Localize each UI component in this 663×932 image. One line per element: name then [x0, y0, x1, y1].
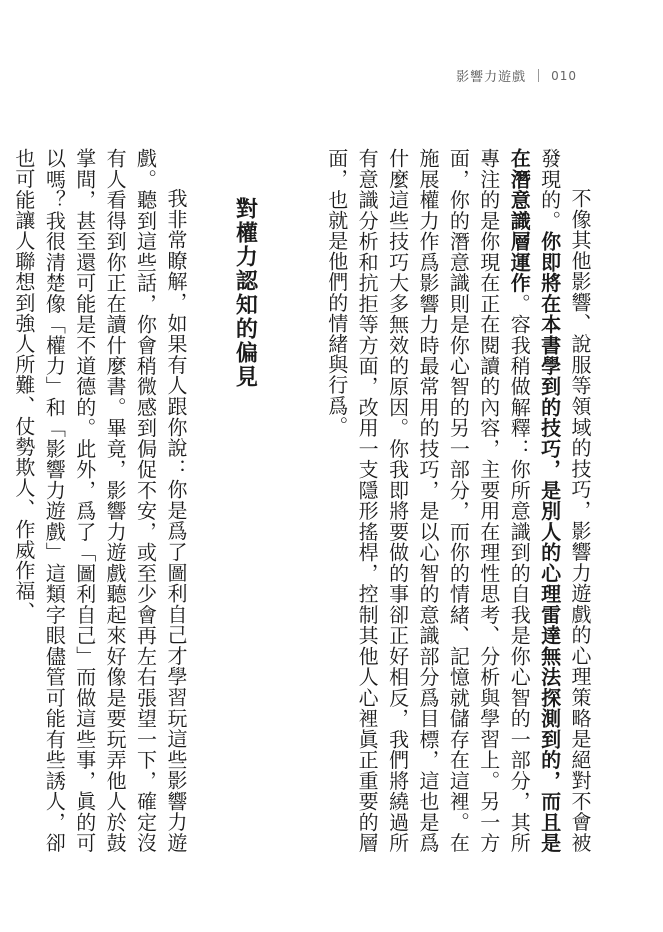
paragraph-1	[321, 148, 595, 853]
page-number: 010	[551, 68, 577, 83]
running-header	[456, 66, 577, 85]
paragraph-1-emphasis: 你即將在本書學到的技巧，是別人的心理雷達無法探測到的，而且是在潛意識層運作	[507, 148, 562, 854]
vertical-text-block	[9, 148, 596, 853]
header-divider	[538, 69, 539, 82]
paragraph-2	[9, 148, 191, 853]
paragraph-1-continuation: 。容我稍做解釋：你所意識到的自我是你心智的一部分，其所專注的是你現在正在閱讀的內容，主要用在理性思考、分析與學習上。另一方面，你的潛意識則是你心智的另一部分，而你的情緒、記憶就儲存在這裡。在施展權力作爲影響力時最常用的技巧，是以心智的意識部分爲目標，這也是爲什麼這些技巧大多無效的原因。你我即將要做的事卻正好相反，我們將繞過所有意識分析和抗拒等方面，改用一支隱形搖桿，控制其他人心裡眞正重要的層面，也就是他們的情緒與行爲。	[324, 148, 532, 854]
paragraph-1-text: 不像其他影響、說服等領域的技巧，影響力遊戲的心理策略是絕對不會被發現的。	[537, 148, 592, 853]
paragraph-2-text: 我非常瞭解，如果有人跟你說：你是爲了圖利自己才學習玩這些影響力遊戲。聽到這些話，你會稍微感到侷促不安，或至少會再左右張望一下，確定沒有人看得到你正在讀什麼書。畢竟，影響力遊戲聽起來好像是要玩弄他人於鼓掌間，甚至還可能是不道德的。此外，爲了「圖利自己」而做這些事，眞的可以嗎？我很清楚像「權力」和「影響力遊戲」這類字眼儘管可能有些誘人，卻也可能讓人聯想到強人所難、仗勢欺人、作威作福、	[11, 148, 188, 853]
book-title: 影響力遊戲	[456, 70, 527, 85]
section-heading: 對權力認知的偏見	[232, 197, 258, 389]
